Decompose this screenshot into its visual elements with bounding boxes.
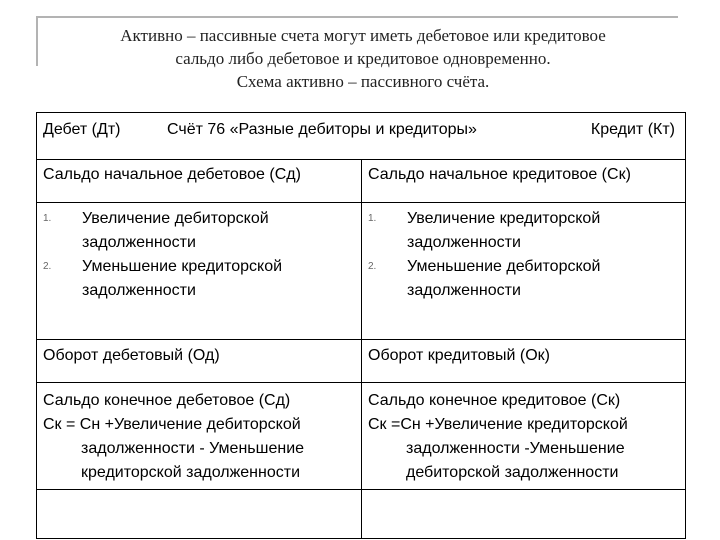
list-item [368, 255, 668, 303]
debit-movements-list [43, 207, 343, 303]
closing-debit-formula: Ск = Сн +Увеличение дебиторской [43, 416, 301, 433]
closing-debit-formula-cont: задолженности - Уменьшение [81, 440, 305, 457]
header-debit: Дебет (Дт) [43, 121, 121, 138]
list-item-text: Уменьшение дебиторской [407, 258, 601, 275]
credit-movements-list [368, 207, 668, 303]
closing-credit-formula-cont: задолженности -Уменьшение [406, 440, 625, 457]
list-number: 1. [368, 213, 377, 224]
closing-debit-cell [43, 389, 355, 485]
list-number: 1. [43, 213, 52, 224]
title-line-2: сальдо либо дебетовое и кредитовое одновременно. [175, 49, 551, 68]
frame-top-border [38, 16, 678, 18]
list-item-text: Уменьшение кредиторской [82, 258, 283, 275]
opening-credit: Сальдо начальное кредитовое (Ск) [368, 166, 631, 183]
list-item-text: задолженности [407, 282, 521, 299]
header-credit: Кредит (Кт) [590, 121, 675, 138]
closing-credit-formula: Ск =Сн +Увеличение кредиторской [368, 416, 628, 433]
list-item-text: Увеличение дебиторской [82, 210, 269, 227]
list-item-text: задолженности [82, 282, 196, 299]
closing-debit-formula-cont: кредиторской задолженности [81, 464, 301, 481]
list-number: 2. [43, 261, 52, 272]
list-item [43, 255, 343, 303]
list-item [43, 207, 343, 255]
closing-credit-formula-cont: дебиторской задолженности [406, 464, 619, 481]
list-number: 2. [368, 261, 377, 272]
list-item [368, 207, 668, 255]
closing-credit-cell [368, 389, 680, 485]
title-line-3: Схема активно – пассивного счёта. [236, 72, 490, 91]
list-item-text: Увеличение кредиторской [407, 210, 601, 227]
closing-debit-title: Сальдо конечное дебетовое (Сд) [43, 392, 291, 409]
list-item-text: задолженности [82, 234, 196, 251]
header-account-title: Счёт 76 «Разные дебиторы и кредиторы» [167, 121, 477, 138]
list-item-text: задолженности [407, 234, 521, 251]
closing-credit-title: Сальдо конечное кредитовое (Ск) [368, 392, 621, 409]
turnover-debit: Оборот дебетовый (Од) [43, 347, 220, 364]
account-scheme-table [36, 112, 686, 539]
slide-title [38, 24, 688, 93]
title-line-1: Активно – пассивные счета могут иметь дебетовое или кредитовое [120, 26, 606, 45]
column-divider [361, 159, 362, 539]
turnover-credit: Оборот кредитовый (Ок) [368, 347, 550, 364]
opening-debit: Сальдо начальное дебетовое (Сд) [43, 166, 301, 183]
